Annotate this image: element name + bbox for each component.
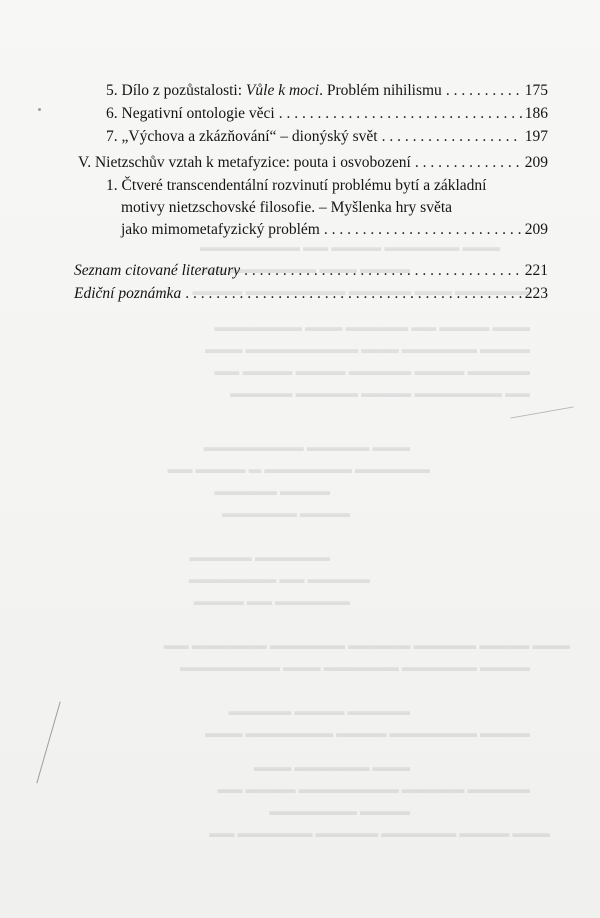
speck <box>38 108 41 111</box>
toc-entry <box>106 103 548 125</box>
toc-entry <box>106 80 548 102</box>
dot-leader <box>446 80 522 102</box>
toc-entry <box>74 260 548 282</box>
dot-leader <box>324 219 522 241</box>
toc-entry-title: 5. Dílo z pozůstalosti: Vůle k moci. Problém nihilismu <box>106 82 442 99</box>
toc-entry-title: Ediční poznámka <box>74 285 182 302</box>
toc-page-number: 209 <box>524 221 548 238</box>
toc-entry <box>121 219 548 241</box>
dot-leader <box>382 126 522 148</box>
dot-leader <box>415 152 522 174</box>
book-page: ▬▬▬ ▬▬▬▬▬▬ ▬▬▬▬ ▬▬ ▬▬▬▬▬▬▬▬ ▬▬▬▬ ▬▬▬ ▬▬▬▬▬▬▬ ▬▬ ▬▬▬▬▬▬ ▬▬▬ ▬▬▬▬▬ ▬▬▬▬▬▬▬▬ ▬▬▬▬ ▬▬▬ ▬▬▬▬ ▬▬ ▬▬▬▬▬ ▬▬▬ ▬▬▬▬▬▬▬ ▬▬▬▬ ▬▬▬▬▬▬ ▬▬▬ ▬▬▬▬▬▬▬▬▬ ▬▬▬ ▬▬▬▬▬ ▬▬▬▬ ▬▬▬▬▬ ▬▬▬▬ ▬▬▬▬ ▬▬ ▬▬ ▬▬▬▬▬▬▬ ▬▬▬▬ ▬▬▬▬▬ ▬▬▬▬▬ ▬▬▬ ▬▬▬▬▬ ▬▬▬▬▬▬▬▬ ▬▬▬▬▬▬ ▬▬▬▬▬▬▬ ▬ ▬▬▬▬ ▬▬ ▬▬▬▬ ▬▬▬▬▬ ▬▬▬▬ ▬▬▬▬▬▬ ▬▬▬▬▬▬ ▬▬▬▬▬ ▬▬▬▬▬ ▬▬ ▬▬▬▬▬▬▬ ▬▬▬▬▬▬ ▬▬ ▬▬▬▬ ▬▬▬ ▬▬▬▬ ▬▬▬▬▬ ▬▬▬▬▬ ▬▬▬▬▬▬ ▬▬▬▬▬▬ ▬▬ ▬▬▬▬ ▬▬▬▬▬▬ ▬▬▬▬▬▬ ▬▬▬ ▬▬▬▬▬▬▬▬ ▬▬▬▬▬ ▬▬▬▬ ▬▬▬▬▬ ▬▬▬▬ ▬▬▬▬▬▬▬ ▬▬▬▬ ▬▬▬▬▬▬▬ ▬▬▬ ▬▬▬ ▬▬▬▬▬▬ ▬▬▬ ▬▬▬▬▬ ▬▬▬▬▬ ▬▬▬▬▬▬▬▬ ▬▬▬▬ ▬▬ ▬▬▬▬ ▬▬▬▬▬▬▬ ▬▬▬ ▬▬▬▬ ▬▬▬▬▬▬ ▬▬▬▬▬ ▬▬▬▬▬▬ ▬▬ 5. Dílo z pozůstalosti: Vůle k moci. Problém nihilismu . . . 175 6. Negativní ontologie věci . . . 186 7. „Výchova a zkázňování“ – dionýský svět . . . 197 V. Nietzschův vztah k metafyzice: pouta i osvobození . . . 209 1. Čtveré transcendentální rozvinutí problému bytí a základní motivy nietzschovské filosofie. – Myšlenka hry světa jako mimometafyzický problém . . . 209 Seznam citované literatury . . . 221 Ediční poznámka . . . 223 <box>0 0 600 918</box>
toc-page-number: 186 <box>524 105 548 122</box>
toc-entry-title: jako mimometafyzický problém <box>121 221 320 238</box>
toc-entry <box>106 126 548 148</box>
toc-page-number: 197 <box>524 128 548 145</box>
toc-entry <box>74 283 548 305</box>
toc-entry-title-line: 1. Čtveré transcendentální rozvinutí problému bytí a základní <box>106 177 487 194</box>
dot-leader <box>185 283 522 305</box>
dot-leader <box>279 103 522 125</box>
toc-entry-title: 7. „Výchova a zkázňování“ – dionýský svět <box>106 128 378 145</box>
pen-mark <box>510 406 573 418</box>
toc-entry-title: 6. Negativní ontologie věci <box>106 105 275 122</box>
toc-entry-title-line: motivy nietzschovské filosofie. – Myšlenka hry světa <box>121 199 453 216</box>
toc-page-number: 209 <box>524 154 548 171</box>
pen-mark <box>36 701 61 783</box>
toc-chapter-entry <box>78 152 548 174</box>
toc-page-number: 223 <box>524 285 548 302</box>
toc-page-number: 221 <box>524 262 548 279</box>
toc-page-number: 175 <box>524 82 548 99</box>
dot-leader <box>244 260 522 282</box>
toc-entry-title: V. Nietzschův vztah k metafyzice: pouta i osvobození <box>78 154 411 171</box>
toc-entry-title: Seznam citované literatury <box>74 262 241 279</box>
